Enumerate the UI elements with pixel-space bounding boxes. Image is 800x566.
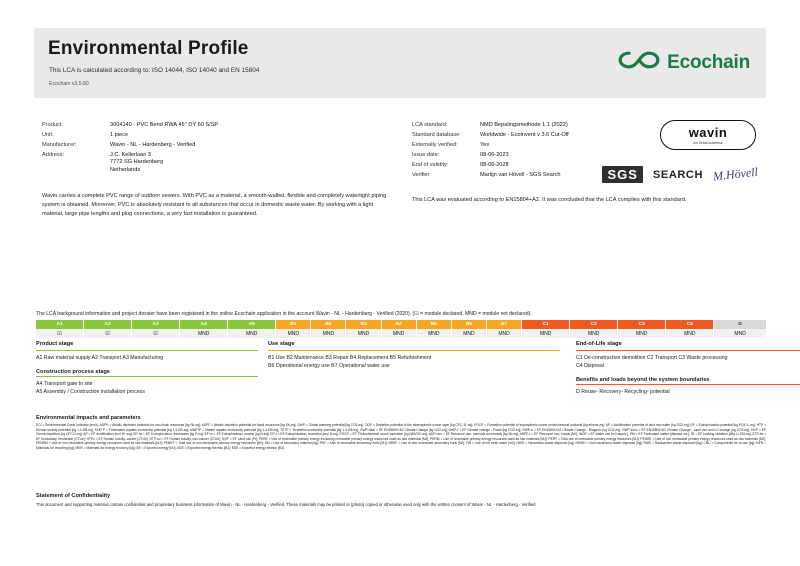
address-line-1: J.C. Kellerlaan 3 [110,151,152,158]
construction-stage-title: Construction process stage [36,369,110,376]
environmental-impacts-section [36,415,766,451]
info-row-standard-database [412,132,682,140]
eol-stage-line-2: C4 Disposal [576,363,604,370]
info-value: Worldwide - Ecoinvent v 3.6 Cut-Off [480,131,569,138]
eol-stage-title: End-of-Life stage [576,341,622,347]
confidentiality-title: Statement of Confidentiality [36,493,111,499]
module-status-a1: ☑ [36,329,84,338]
module-status-a4: MND [180,329,228,338]
eol-stage-column [576,341,800,396]
address-line-2: 7772 SG Hardenberg [110,159,164,166]
info-value: Yes [480,141,490,148]
eol-stage-rule [576,350,800,351]
construction-stage-rule [36,376,258,377]
module-cell-b7: B7 [487,320,522,329]
module-status-row [36,329,766,338]
module-status-c2: MND [570,329,618,338]
module-cell-b2: B2 [311,320,346,329]
use-stage-line-2: B6 Operational energy use B7 Operational water use [268,363,390,370]
use-stage-line-1: B1 Use B2 Maintenance B3 Repair B4 Replacement B5 Refurbishment [268,355,432,361]
module-cell-b4: B4 [382,320,417,329]
product-info-block [34,118,766,238]
sgs-logo: SGS [602,166,642,183]
product-description: Wavin carries a complete PVC range of outdoor sewers. With PVC as a material, a smooth-walled, flexible and completely watertight piping system is obtained. Moreover, PVC is absolutely resistant to all substances that occur in domestic waste water. By working with a light material, large pipe lengths and plug connections, a very fast installation is guaranteed. [42,193,387,218]
info-row-externally-verified [412,142,682,150]
module-cell-a2: A2 [84,320,132,329]
module-status-a5: MND [228,329,276,338]
module-cell-a5: A5 [228,320,276,329]
address-line-3: Netherlands [110,166,141,173]
info-value: 08-06-2028 [480,161,509,168]
background-information-note: The LCA background information and project dossier have been registered in the online Ecochain application in the account Wavin - NL - Hardenberg - Verified (2020). (☑ = module declared, MND = module not declared). [36,311,532,317]
infinity-icon [618,50,660,75]
app-version-label: Ecochain v3.5.80 [49,81,89,87]
info-row-lca-standard [412,122,682,130]
module-status-c3: MND [618,329,666,338]
module-status-b5: MND [417,329,452,338]
product-stage-rule [36,350,258,351]
en15804-note: This LCA was evaluated according to EN15804+A2. It was concluded that the LCA complies with this standard. [412,197,687,203]
info-value: Wavin - NL - Hardenberg - Verified [110,141,196,148]
info-row-issue-date [412,152,682,160]
info-value: Martijn van Hövell - SGS Search [480,171,561,178]
module-cell-b1: B1 [276,320,311,329]
info-key: Address: [42,151,65,158]
info-key: End of validity: [412,161,449,168]
confidentiality-body: This document and supporting material contain confidential and proprietary business information of Wavin - NL - Hardenberg - Verified. These materials may be printed or (photo) copied or otherwise used only with the written consent of Wavin - NL - Hardenberg - Verified. [36,502,537,507]
module-cell-c2: C2 [570,320,618,329]
module-status-a2: ☑ [84,329,132,338]
module-status-b1: MND [276,329,311,338]
module-status-b2: MND [311,329,346,338]
info-key: Verifier: [412,171,431,178]
module-status-d: MND [714,329,766,338]
module-status-c1: MND [522,329,570,338]
product-stage-column [36,341,258,396]
module-status-a3: ☑ [132,329,180,338]
info-row-product [42,122,392,130]
module-cell-c4: C4 [666,320,714,329]
confidentiality-section [36,493,766,507]
module-status-c4: MND [666,329,714,338]
benefits-loads-rule [576,384,800,385]
module-cell-b5: B5 [417,320,452,329]
info-value [110,152,163,175]
wavin-wordmark: wavin [688,124,728,140]
module-cell-c1: C1 [522,320,570,329]
wavin-tagline: An Orbia business [693,140,723,145]
product-stage-title: Product stage [36,341,74,347]
info-key: Product: [42,122,63,128]
info-row-manufacturer [42,142,392,150]
info-key: Unit: [42,131,54,138]
module-cell-a3: A3 [132,320,180,329]
impacts-title: Environmental impacts and parameters [36,415,141,421]
info-value: 3004140 - PVC Bend RWA 45° DY 60 S/SP [110,122,219,128]
module-cell-a1: A1 [36,320,84,329]
benefits-loads-line-1: D Reuse- Recovery- Recycling- potential [576,389,670,396]
info-key: Issue date: [412,151,440,158]
ecochain-wordmark: Ecochain [667,51,750,73]
use-stage-column [268,341,560,370]
module-cell-b3: B3 [346,320,381,329]
info-key: Manufacturer: [42,141,77,148]
use-stage-rule [268,350,560,351]
module-status-b7: MND [487,329,522,338]
info-key: Externally verified: [412,141,458,148]
info-value: 1 piece [110,131,129,138]
header-subtitle: This LCA is calculated according to: ISO 14044, ISO 14040 and EN 15804 [49,67,260,74]
module-cell-b6: B6 [452,320,487,329]
construction-stage-line-2: A5 Assembly / Construction installation process [36,389,145,396]
use-stage-title: Use stage [268,341,295,347]
benefits-loads-title: Benefits and loads beyond the system boundaries [576,377,710,384]
verifier-signature: M.Hövell [712,164,759,184]
module-code-row [36,320,766,329]
construction-process-stage [36,369,258,396]
info-value: 08-06-2023 [480,151,509,158]
module-status-b3: MND [346,329,381,338]
module-status-b4: MND [382,329,417,338]
product-info-left [42,122,392,177]
product-stage-line-1: A1 Raw material supply A2 Transport A3 Manufacturing [36,355,164,361]
info-row-address [42,152,392,175]
info-key: LCA standard: [412,122,448,128]
module-cell-d: D [714,320,766,329]
module-cell-c3: C3 [618,320,666,329]
info-value: NMD Bepalingsmethode 1.1 (2022) [480,122,568,128]
module-stage-table [36,320,766,338]
eol-stage-line-1: C1 De-construction demolition C2 Transport C3 Waste processing [576,355,728,361]
info-row-unit [42,132,392,140]
impacts-abbreviations: ECI = Environmental Costs Indicator [euro]; ADPE = Abiotic depletion potential for non-fossil resources [kg Sb-eq]; ADPF = Abiotic depletion potential for fossil resources [kg Sb-eq]; GWP = Global warming potential [kg CO2-eq]; ODP = Depletion potential of the stratospheric ozone layer [kg CFC-11-eq]; POCP = Formation potential of tropospheric ozone photochemical oxidants [kg ethene-eq]; AP = Acidification potential of land and water [kg SO2-eq]; EP = Eutrophication potential [kg PO4 3--eq]; HTP = Human toxicity potential [kg 1,4-DB-eq]; FAETP = Freshwater aquatic ecotoxicity potential [kg 1,4-DB-eq]; MAETP = Marine aquatic ecotoxicity potential [kg 1,4-DB-eq]; TETP = Terrestrial ecotoxicity potential [kg 1,4-DB-eq]; GWP-total = EF EN15804+A2 Climate Change [kg CO2-eq]; GWP-f = EF Climate change - Fossil [kg CO2-eq]; GWP-b = EF EN15804+A2 Climate Change - Biogenic [kg CO2-eq]; GWP-luluc = EF EN15804+A2 Climate Change - Land use and LU change [kg CO2-eq]; ODP = EF Ozone depletion [kg CFC11-eq]; AP = EF Acidification [mol H+-eq]; EP-fw = EF Eutrophication, freshwater [kg P-eq]; EP-m = EF Eutrophication, marine [kg N-eq]; EP-t = EF Eutrophication, terrestrial [mol N-eq]; POCP = EF Photochemical ozone formation [kg NMVOC-eq]; ADP-non = EF Resource use, minerals and metals [kg Sb-eq]; ADPF-f = EF Resource use, fossils [MJ]; WDP = EF Water use [m3 depriv.]; PM = EF Particulate matter [disease inc.]; IR = EF Ionising radiation [kBq U-235-eq]; ETP-fw = EF Ecotoxicity, freshwater [CTUe]; HTPc = EF Human toxicity, cancer [CTUh]; HTP-nc = EF Human toxicity, non-cancer [CTUh]; SQP = EF Land use [Pt]; PERE = Use of renewable primary energy excluding renewable primary energy resources used as raw materials [MJ]; PERM = Use of renewable primary energy resources used as raw materials [MJ]; PERT = Total use of renewable primary energy resources [MJ]; PENRE = Use of non renewable primary energy resources used as raw materials [MJ]; PENRM = Use of non-renewable primary energy resources used as raw materials [MJ]; PENRT = Total use of non-renewable primary energy resources [MJ]; SM = Use of secondary material [kg]; RSF = Use of renewable secondary fuels [MJ]; NRSF = Use of non-renewable secondary fuels [MJ]; FW = Use of net fresh water [m3]; HWD = Hazardous waste disposed [kg]; NHWD = Non-hazardous waste disposed [kg]; RWD = Radioactive waste disposed [kg]; CRU = Components for re-use [kg]; MFR = Materials for recycling [kg]; MER = Materials for energy recovery [kg]; EE = Exported energy [MJ]; EEE = Exported energy thermic [MJ]; EEE = Exported energy electric [MJ]. [36,423,766,451]
ecochain-logo [618,50,750,75]
info-key: Standard database: [412,131,461,138]
certification-logos [602,166,758,183]
document-header [34,28,766,98]
module-cell-a4: A4 [180,320,228,329]
construction-stage-line-1: A4 Transport gate to site [36,381,93,388]
search-logo: SEARCH [652,168,704,181]
benefits-loads-block [576,377,800,396]
module-status-b6: MND [452,329,487,338]
page-title: Environmental Profile [48,38,249,59]
wavin-logo [660,120,756,150]
